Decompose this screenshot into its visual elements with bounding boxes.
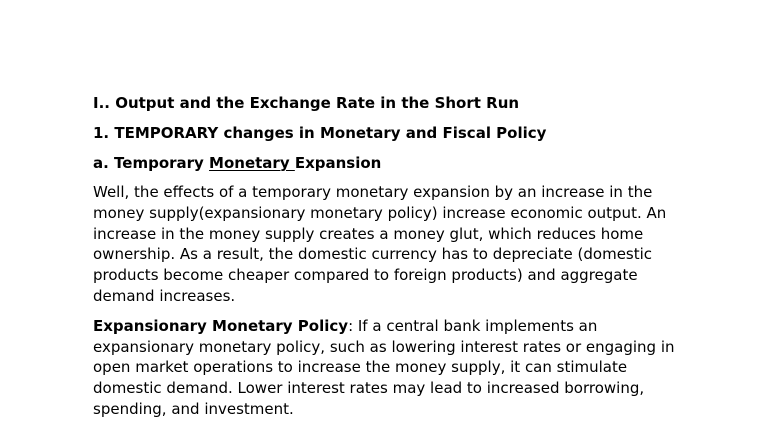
paragraph-effects (93, 182, 713, 307)
slide-content (93, 91, 713, 420)
paragraph-expansionary-policy (93, 316, 713, 420)
defined-term: Expansionary Monetary Policy (93, 316, 349, 335)
paragraph-line: money supply(expansionary monetary policy) increase economic output. An (93, 203, 667, 222)
definition-start: : If a central bank implements an (348, 316, 598, 335)
section-heading: I.. Output and the Exchange Rate in the Short Run (93, 94, 520, 112)
topic-heading-underlined: Monetary (209, 154, 295, 172)
paragraph-line: spending, and investment. (93, 399, 294, 418)
paragraph-line: Well, the effects of a temporary monetary expansion by an increase in the (93, 183, 653, 201)
paragraph-line: ownership. As a result, the domestic currency has to depreciate (domestic (93, 245, 653, 264)
paragraph-line: products become cheaper compared to foreign products) and aggregate (93, 266, 638, 285)
topic-heading-suffix: Expansion (294, 154, 382, 172)
paragraph-line: open market operations to increase the money supply, it can stimulate (93, 358, 628, 377)
subsection-heading: 1. TEMPORARY changes in Monetary and Fiscal Policy (93, 124, 547, 142)
paragraph-line: domestic demand. Lower interest rates may lead to increased borrowing, (93, 379, 645, 398)
paragraph-line: increase in the money supply creates a money glut, which reduces home (93, 224, 644, 243)
topic-heading-prefix: a. Temporary (93, 154, 210, 172)
paragraph-line: expansionary monetary policy, such as lowering interest rates or engaging in (93, 337, 675, 356)
paragraph-line: demand increases. (93, 286, 236, 305)
paragraph-line (93, 316, 713, 337)
topic-heading (93, 153, 713, 173)
